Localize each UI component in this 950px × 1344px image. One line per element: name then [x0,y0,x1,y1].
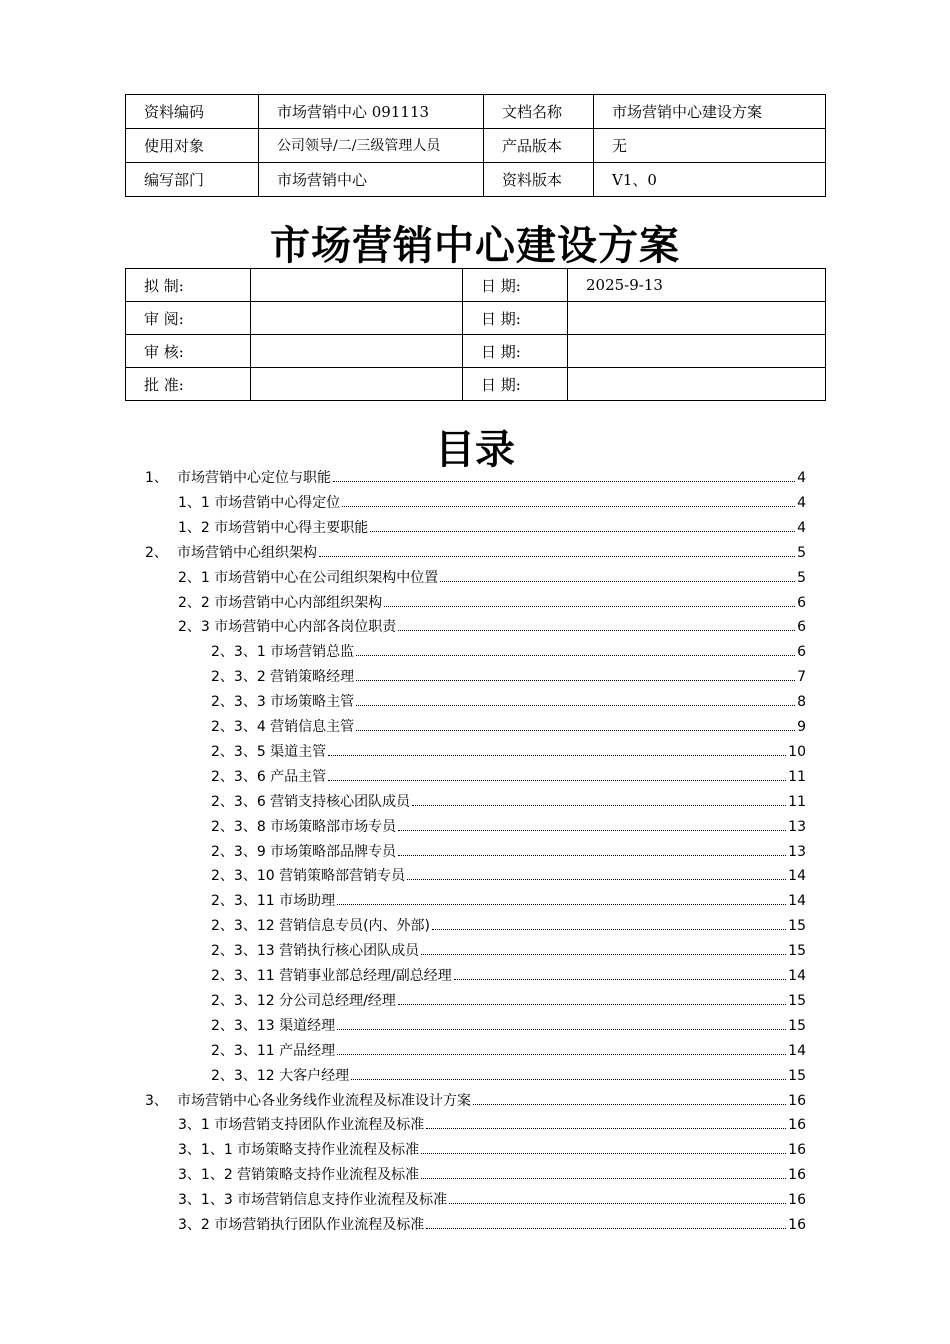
toc-entry-label: 2、1 市场营销中心在公司组织架构中位置 [178,569,439,586]
toc-page-number: 4 [797,519,806,536]
toc-leader-dots [412,804,786,806]
toc-leader-dots [454,978,786,980]
approval-table [125,268,826,401]
toc-leader-dots [356,679,795,681]
toc-page-number: 14 [788,968,806,984]
toc-entry[interactable] [211,690,806,714]
toc-entry-number: 3、 [145,1092,168,1109]
toc-entry-label: 2、3、13 渠道经理 [211,1017,336,1034]
toc-page-number: 6 [797,619,806,636]
date-value [568,335,826,368]
toc-entry-label: 2、3、1 市场营销总监 [211,644,355,661]
info-label: 产品版本 [484,129,594,163]
info-value: 市场营销中心 091113 [259,95,484,129]
date-label: 日 期: [463,302,568,335]
date-label: 日 期: [463,368,568,401]
info-value: 公司领导/二/三级管理人员 [259,129,484,163]
toc-entry-label: 2、2 市场营销中心内部组织架构 [178,594,383,611]
approval-value [251,302,463,335]
toc-entry[interactable] [211,665,806,689]
toc-entry[interactable] [211,889,806,913]
toc-page-number: 15 [788,943,806,960]
toc-leader-dots [384,605,795,607]
toc-leader-dots [440,580,795,582]
toc-entry[interactable] [211,815,806,839]
date-label: 日 期: [463,335,568,368]
approval-label: 批 准: [126,368,251,401]
info-label: 文档名称 [484,95,594,129]
toc-entry[interactable] [178,1163,806,1187]
info-row [126,163,826,197]
approval-row [126,335,826,368]
toc-page-number: 15 [788,918,806,935]
toc-entry-label: 2、3、4 营销信息主管 [211,719,355,735]
date-value [568,302,826,335]
toc-entry-label: 1、1 市场营销中心得定位 [178,494,341,511]
info-value: V1、0 [594,163,826,197]
toc-leader-dots [407,878,786,880]
info-label: 使用对象 [126,129,259,163]
toc-leader-dots [449,1202,786,1204]
toc-entry-number: 2、 [145,544,168,561]
toc-entry-label: 2、3、6 营销支持核心团队成员 [211,793,411,810]
toc-leader-dots [426,1227,786,1229]
toc-entry[interactable] [211,840,806,864]
toc-page-number: 8 [797,694,806,711]
toc-entry-label: 2、3、13 营销执行核心团队成员 [211,943,420,960]
toc-leader-dots [398,629,795,631]
toc-entry-label: 3、1、3 市场营销信息支持作业流程及标准 [178,1192,448,1209]
approval-label: 拟 制: [126,269,251,302]
info-label: 编写部门 [126,163,259,197]
toc-entry[interactable] [178,591,806,615]
toc-leader-dots [333,480,795,482]
toc-entry-label: 市场营销中心组织架构 [177,544,317,561]
toc-leader-dots [356,704,795,706]
toc-page-number: 6 [797,644,806,661]
toc-entry-label: 2、3、11 市场助理 [211,893,336,910]
toc-page-number: 16 [788,1092,806,1109]
toc-page-number: 16 [788,1117,806,1134]
toc-entry[interactable] [145,466,806,490]
toc-page-number: 6 [797,594,806,611]
toc-entry-label: 2、3、11 产品经理 [211,1042,336,1059]
toc-page-number: 4 [797,494,806,511]
toc-entry-label: 2、3 市场营销中心内部各岗位职责 [178,619,397,636]
toc-leader-dots [421,1177,786,1179]
toc-page-number: 5 [797,569,806,586]
toc-entry[interactable] [145,541,806,565]
date-label: 日 期: [463,269,568,302]
toc-leader-dots [351,1078,786,1080]
toc-entry-label: 3、2 市场营销执行团队作业流程及标准 [178,1217,425,1233]
approval-value [251,368,463,401]
date-value: 2025-9-13 [568,269,826,302]
toc-entry[interactable] [145,1089,806,1113]
toc-entry-number: 1、 [145,470,168,486]
toc-entry[interactable] [178,615,806,639]
toc-entry[interactable] [211,1014,806,1038]
info-value: 市场营销中心建设方案 [594,95,826,129]
document-info-table [125,94,826,197]
toc-page-number: 5 [797,544,806,561]
toc-page-number: 15 [788,1017,806,1034]
info-label: 资料版本 [484,163,594,197]
toc-entry[interactable] [178,1138,806,1162]
toc-page-number: 14 [788,893,806,910]
toc-entry[interactable] [178,1213,806,1237]
toc-entry-label: 市场营销中心各业务线作业流程及标准设计方案 [177,1092,471,1109]
toc-entry-label: 2、3、12 营销信息专员(内、外部) [211,918,431,935]
toc-page-number: 15 [788,992,806,1009]
toc-leader-dots [337,1053,786,1055]
toc-entry[interactable] [211,864,806,888]
toc-page-number: 4 [797,470,806,486]
toc-entry[interactable] [178,516,806,540]
toc-entry-label: 2、3、6 产品主管 [211,768,327,785]
toc-entry[interactable] [211,715,806,739]
toc-page-number: 11 [788,768,806,785]
toc-page-number: 14 [788,1042,806,1059]
toc-leader-dots [421,1152,786,1154]
toc-leader-dots [328,754,786,756]
toc-title: 目录 [435,426,515,473]
toc-leader-dots [356,654,795,656]
toc-entry-label: 2、3、9 市场策略部品牌专员 [211,843,397,860]
approval-row [126,368,826,401]
toc-entry-label: 市场营销中心定位与职能 [177,470,331,486]
toc-leader-dots [426,1127,786,1129]
toc-page-number: 11 [788,793,806,810]
toc-leader-dots [328,779,786,781]
info-value: 无 [594,129,826,163]
toc-leader-dots [398,854,786,856]
toc-leader-dots [342,505,795,507]
document-title: 市场营销中心建设方案 [270,222,680,269]
approval-row [126,302,826,335]
toc-entry-label: 3、1 市场营销支持团队作业流程及标准 [178,1117,425,1134]
toc-page-number: 16 [788,1192,806,1209]
toc-entry[interactable] [211,765,806,789]
toc-entry[interactable] [178,566,806,590]
toc-entry-label: 2、3、2 营销策略经理 [211,669,355,686]
toc-leader-dots [356,729,795,731]
toc-page-number: 7 [797,669,806,686]
toc-entry-label: 1、2 市场营销中心得主要职能 [178,519,369,536]
toc-entry-label: 2、3、12 大客户经理 [211,1067,350,1084]
toc-leader-dots [319,555,795,557]
approval-label: 审 阅: [126,302,251,335]
date-value [568,368,826,401]
toc-leader-dots [337,903,786,905]
approval-label: 审 核: [126,335,251,368]
toc-leader-dots [398,829,786,831]
toc-page-number: 14 [788,868,806,885]
toc-page-number: 13 [788,818,806,835]
toc-leader-dots [421,953,786,955]
toc-page-number: 10 [788,743,806,760]
info-label: 资料编码 [126,95,259,129]
table-of-contents [0,466,950,1246]
approval-value [251,335,463,368]
approval-value [251,269,463,302]
toc-page-number: 13 [788,843,806,860]
toc-entry-label: 2、3、5 渠道主管 [211,743,327,760]
toc-entry[interactable] [178,491,806,515]
toc-entry[interactable] [211,740,806,764]
toc-entry[interactable] [178,1113,806,1137]
toc-entry[interactable] [178,1188,806,1212]
toc-entry-label: 3、1、2 营销策略支持作业流程及标准 [178,1167,420,1184]
toc-entry[interactable] [211,914,806,938]
toc-entry[interactable] [211,1039,806,1063]
toc-page-number: 16 [788,1167,806,1184]
toc-leader-dots [473,1103,786,1105]
info-row [126,95,826,129]
toc-leader-dots [432,928,786,930]
toc-leader-dots [398,1003,786,1005]
toc-entry-label: 2、3、8 市场策略部市场专员 [211,818,397,835]
toc-entry-label: 2、3、10 营销策略部营销专员 [211,868,406,885]
toc-entry[interactable] [211,640,806,664]
toc-entry[interactable] [211,1064,806,1088]
approval-row [126,269,826,302]
toc-entry[interactable] [211,964,806,988]
toc-entry-label: 2、3、3 市场策略主管 [211,694,355,711]
toc-leader-dots [337,1028,786,1030]
toc-entry-label: 2、3、12 分公司总经理/经理 [211,992,396,1009]
toc-page-number: 15 [788,1067,806,1084]
toc-entry[interactable] [211,939,806,963]
toc-page-number: 9 [797,719,806,735]
info-row [126,129,826,163]
toc-leader-dots [370,530,795,532]
toc-entry[interactable] [211,790,806,814]
info-value: 市场营销中心 [259,163,484,197]
toc-entry-label: 3、1、1 市场策略支持作业流程及标准 [178,1142,420,1159]
toc-page-number: 16 [788,1142,806,1159]
toc-page-number: 16 [788,1217,806,1233]
toc-entry-label: 2、3、11 营销事业部总经理/副总经理 [211,968,452,984]
toc-entry[interactable] [211,989,806,1013]
